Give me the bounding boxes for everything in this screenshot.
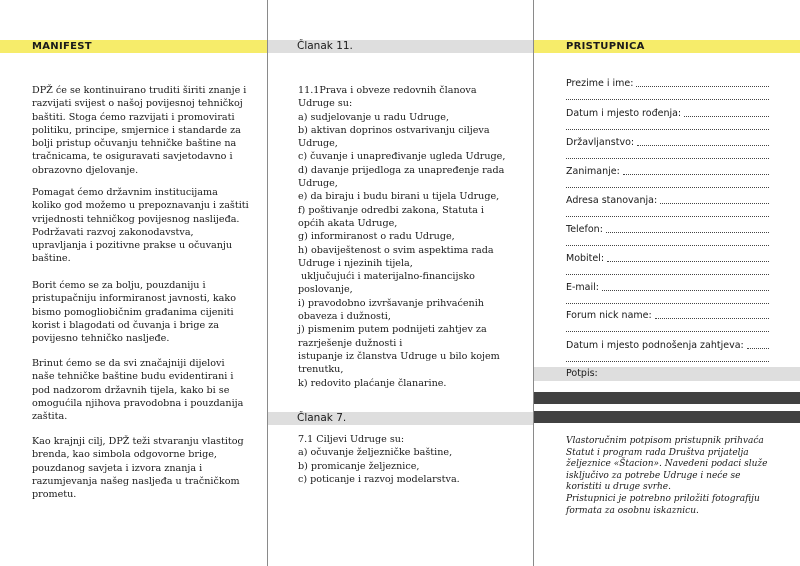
text-line: Udruge,	[298, 138, 338, 150]
field-label: Adresa stanovanja:	[566, 195, 658, 206]
field-label: Datum i mjesto podnošenja zahtjeva:	[566, 340, 744, 351]
signature-label: Potpis:	[566, 368, 598, 379]
text-line: c) poticanje i razvoj modelarstva.	[298, 473, 460, 485]
text-line: a) očuvanje željezničke baštine,	[298, 447, 453, 459]
clanak7-heading: Članak 7.	[297, 412, 347, 424]
form-field-name[interactable]	[566, 78, 769, 89]
note-paragraph: Vlastoručnim potpisom pristupnik prihvaća Statut i program rada Društva prijatelja željeznice «Štacion». Navedeni podaci služe isključivo za potrebe Udruge i neće se koristiti u druge svrhe.	[566, 436, 768, 493]
fold-line-right	[533, 0, 534, 566]
form-field-nickname[interactable]	[566, 310, 769, 321]
form-field-mobile[interactable]	[566, 253, 769, 264]
field-line	[655, 317, 769, 319]
form-extra-line[interactable]	[566, 187, 769, 188]
membership-note	[566, 436, 771, 517]
clanak11-text	[298, 84, 516, 390]
text-line: g) informiranost o radu Udruge,	[298, 231, 455, 243]
field-line	[606, 231, 769, 233]
manifest-heading: MANIFEST	[32, 41, 92, 52]
text-line: trenutku,	[298, 364, 344, 376]
text-line: 11.1Prava i obveze redovnih članova	[298, 85, 477, 96]
text-line: uključujući i materijalno-financijsko	[298, 271, 475, 283]
field-label: Telefon:	[566, 224, 603, 235]
dark-bar-top	[534, 392, 800, 404]
field-line	[607, 260, 769, 262]
field-label: E-mail:	[566, 282, 599, 293]
text-line: b) aktivan doprinos ostvarivanju ciljeva	[298, 124, 490, 136]
form-extra-line[interactable]	[566, 245, 769, 246]
text-line: k) redovito plaćanje članarine.	[298, 377, 447, 389]
form-extra-line[interactable]	[566, 216, 769, 217]
text-line: j) pismenim putem podnijeti zahtjev za	[298, 324, 487, 336]
clanak7-text	[298, 433, 516, 486]
clanak11-heading: Članak 11.	[297, 40, 353, 52]
field-label: Forum nick name:	[566, 310, 652, 321]
text-line: a) sudjelovanje u radu Udruge,	[298, 111, 450, 123]
text-line: poslovanje,	[298, 284, 353, 296]
text-line: c) čuvanje i unapređivanje ugleda Udruge,	[298, 151, 506, 163]
form-field-birth[interactable]	[566, 108, 769, 119]
text-line: Udruge su:	[298, 98, 353, 110]
form-field-occupation[interactable]	[566, 166, 769, 177]
field-line	[623, 173, 769, 175]
field-label: Datum i mjesto rođenja:	[566, 108, 682, 119]
field-label: Državljanstvo:	[566, 137, 635, 148]
manifest-paragraph: DPŽ će se kontinuirano truditi širiti znanje i razvijati svijest o našoj povijesnoj tehničkoj baštiti. Stoga ćemo razvijati i promovirati politiku, principe, smjernice i standarde za bolji pristup očuvanju tehničke baštine na tračnicama, te osiguravati savjetodavno i obrazovno djelovanje.	[32, 85, 247, 176]
field-line	[636, 85, 769, 87]
manifest-paragraph: Borit ćemo se za bolju, pouzdaniju i pristupačniju informiranost javnosti, kako bismo pomogliobičnim građanima cijeniti korist i blagodati od čuvanja i brige za povijesno tehničko nasljeđe.	[32, 280, 236, 345]
field-line	[747, 347, 769, 349]
form-extra-line[interactable]	[566, 99, 769, 100]
text-line: Udruge i njezinih tijela,	[298, 257, 413, 269]
field-label: Zanimanje:	[566, 166, 620, 177]
form-field-submission[interactable]	[566, 340, 769, 351]
field-line	[637, 144, 769, 146]
form-extra-line[interactable]	[566, 274, 769, 275]
form-field-address[interactable]	[566, 195, 769, 206]
text-line: b) promicanje željeznice,	[298, 460, 420, 472]
form-extra-line[interactable]	[566, 331, 769, 332]
text-line: i) pravodobno izvršavanje prihvaćenih	[298, 297, 484, 309]
manifest-paragraph: Brinut ćemo se da svi značajniji dijelovi naše tehničke baštine budu evidentirani i pod nadzorom državnih tijela, kako bi se omogućila njihova pravodobna i pouzdanija zaštita.	[32, 358, 244, 423]
text-line: općih akata Udruge,	[298, 217, 398, 229]
text-line: Udruge,	[298, 178, 338, 190]
text-line: istupanje iz članstva Udruge u bilo kojem	[298, 350, 500, 362]
form-field-email[interactable]	[566, 282, 769, 293]
form-extra-line[interactable]	[566, 129, 769, 130]
field-line	[684, 115, 769, 117]
manifest-paragraph: Pomagat ćemo državnim institucijama koliko god možemo u prepoznavanju i zaštiti vrijednosti tehničkog povijesnog naslijeđa. Podržavati razvoj zakonodavstva, upravljanja i pozitivne prakse u očuvanju baštine.	[32, 187, 249, 265]
text-line: 7.1 Ciljevi Udruge su:	[298, 434, 405, 445]
field-label: Mobitel:	[566, 253, 605, 264]
dark-bar-bottom	[534, 411, 800, 423]
form-extra-line[interactable]	[566, 158, 769, 159]
pristupnica-heading: PRISTUPNICA	[566, 41, 645, 52]
field-line	[602, 289, 769, 291]
form-extra-line[interactable]	[566, 361, 769, 362]
field-label: Prezime i ime:	[566, 78, 634, 89]
manifest-paragraph: Kao krajnji cilj, DPŽ teži stvaranju vlastitog brenda, kao simbola odgovorne brige, pouzdanog savjeta i izvora znanja i razumjevanja našeg nasljeđa u tračničkom prometu.	[32, 436, 244, 501]
form-field-citizenship[interactable]	[566, 137, 769, 148]
text-line: f) poštivanje odredbi zakona, Statuta i	[298, 204, 484, 216]
form-field-phone[interactable]	[566, 224, 769, 235]
text-line: e) da biraju i budu birani u tijela Udruge,	[298, 191, 500, 203]
form-extra-line[interactable]	[566, 303, 769, 304]
text-line: obaveza i dužnosti,	[298, 311, 391, 323]
field-line	[660, 202, 769, 204]
fold-line-left	[267, 0, 268, 566]
text-line: h) obaviještenost o svim aspektima rada	[298, 244, 494, 256]
note-paragraph: Pristupnici je potrebno priložiti fotografiju formata za osobnu iskaznicu.	[566, 493, 760, 516]
text-line: d) davanje prijedloga za unapređenje rada	[298, 164, 505, 176]
text-line: razrješenje dužnosti i	[298, 337, 403, 349]
